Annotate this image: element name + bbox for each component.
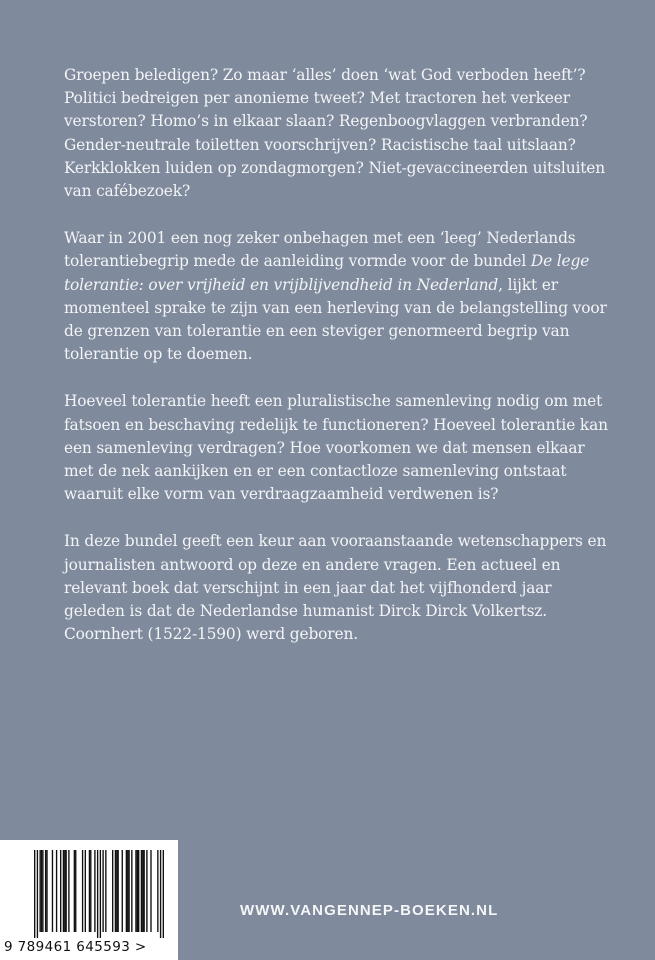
blurb-paragraph-2 (64, 227, 614, 366)
barcode-guard-bar (97, 850, 98, 938)
paragraph-text: , lijkt er momenteel sprake te zijn van een herleving van de belangstelling voor de grenzen van tolerantie en een steviger genormeerd begrip van tolerantie op te doemen. (64, 275, 607, 364)
barcode-panel (0, 840, 178, 960)
blurb-paragraph-3 (64, 390, 614, 506)
barcode-bar (82, 850, 83, 932)
barcode-bar (141, 850, 142, 932)
barcode-bar (138, 850, 139, 932)
barcode-bar (112, 850, 113, 932)
barcode-guard-bar (163, 850, 164, 938)
barcode-bar (150, 850, 151, 932)
barcode-bar (68, 850, 69, 932)
barcode-bar (63, 850, 64, 932)
barcode-bar (157, 850, 158, 932)
barcode-bar (39, 850, 40, 932)
barcode-bar (143, 850, 144, 932)
book-title-italic: De lege tolerantie: over vrijheid en vrijblijvendheid in Nederland (64, 252, 590, 294)
barcode-bar (90, 850, 91, 932)
barcode-bar (75, 850, 76, 932)
barcode-bar (56, 850, 57, 932)
barcode-bar (122, 850, 123, 932)
isbn-number: 9 789461 645593 > (4, 939, 147, 955)
barcode-bar (105, 850, 106, 932)
paragraph-text: Waar in 2001 een nog zeker onbehagen met een ‘leeg’ Nederlands tolerantiebegrip mede de aanleiding vormde voor de bundel (64, 229, 576, 271)
barcode-bar (127, 850, 128, 932)
barcode-bar (146, 850, 147, 932)
barcode-bar (102, 850, 103, 932)
barcode-bar (60, 850, 61, 932)
barcode-bar (115, 850, 116, 932)
barcode-bar (46, 850, 47, 932)
barcode-bar (116, 850, 117, 932)
barcode-bar (64, 850, 65, 932)
barcode-bar (85, 850, 86, 932)
barcode-bar (52, 850, 53, 932)
blurb-paragraph-1 (64, 64, 614, 203)
barcode-guard-bar (160, 850, 161, 938)
paragraph-text: Hoeveel tolerantie heeft een pluralistische samenleving nodig om met fatsoen en beschaving redelijk te functioneren? Hoeveel tolerantie kan een samenleving verdragen? Hoe voorkomen we dat mensen elkaar met de nek aankijken en er een contactloze samenleving ontstaat waaruit elke vorm van verdraagzaamheid verdwenen is? (64, 392, 608, 504)
barcode-icon (34, 850, 164, 938)
barcode-bar (45, 850, 46, 932)
barcode-bar (137, 850, 138, 932)
barcode-bar (128, 850, 129, 932)
barcode-bar (41, 850, 42, 932)
barcode-bar (142, 850, 143, 932)
publisher-website[interactable]: WWW.VANGENNEP-BOEKEN.NL (240, 902, 499, 919)
barcode-bar (131, 850, 132, 932)
barcode-bar (65, 850, 66, 932)
barcode-guard-bar (37, 850, 38, 938)
blurb-paragraph-4 (64, 530, 614, 646)
blurb-text (64, 64, 614, 670)
barcode-bar (126, 850, 127, 932)
paragraph-text: In deze bundel geeft een keur aan vooraanstaande wetenschappers en journalisten antwoord op deze en andere vragen. Een actueel en relevant boek dat verschijnt in een jaar dat het vijfhonderd jaar geleden is dat de Nederlandse humanist Dirck Dirck Volkertsz. Coornhert (1522-1590) werd geboren. (64, 532, 607, 644)
barcode-bar (117, 850, 118, 932)
barcode-bar (135, 850, 136, 932)
barcode-bar (94, 850, 95, 932)
paragraph-text: Groepen beledigen? Zo maar ‘alles’ doen ‘wat God verboden heeft’? Politici bedreigen per anonieme tweet? Met tractoren het verkeer verstoren? Homo’s in elkaar slaan? Regenboogvlaggen verbranden? Gender-neutrale toiletten voorschrijven? Racistische taal uitslaan? Kerkklokken luiden op zondagmorgen? Niet-gevaccineerden uitsluiten van cafébezoek? (64, 66, 605, 201)
barcode-guard-bar (100, 850, 101, 938)
barcode-guard-bar (34, 850, 35, 938)
barcode-bar (89, 850, 90, 932)
barcode-bar (74, 850, 75, 932)
barcode-bar (42, 850, 43, 932)
